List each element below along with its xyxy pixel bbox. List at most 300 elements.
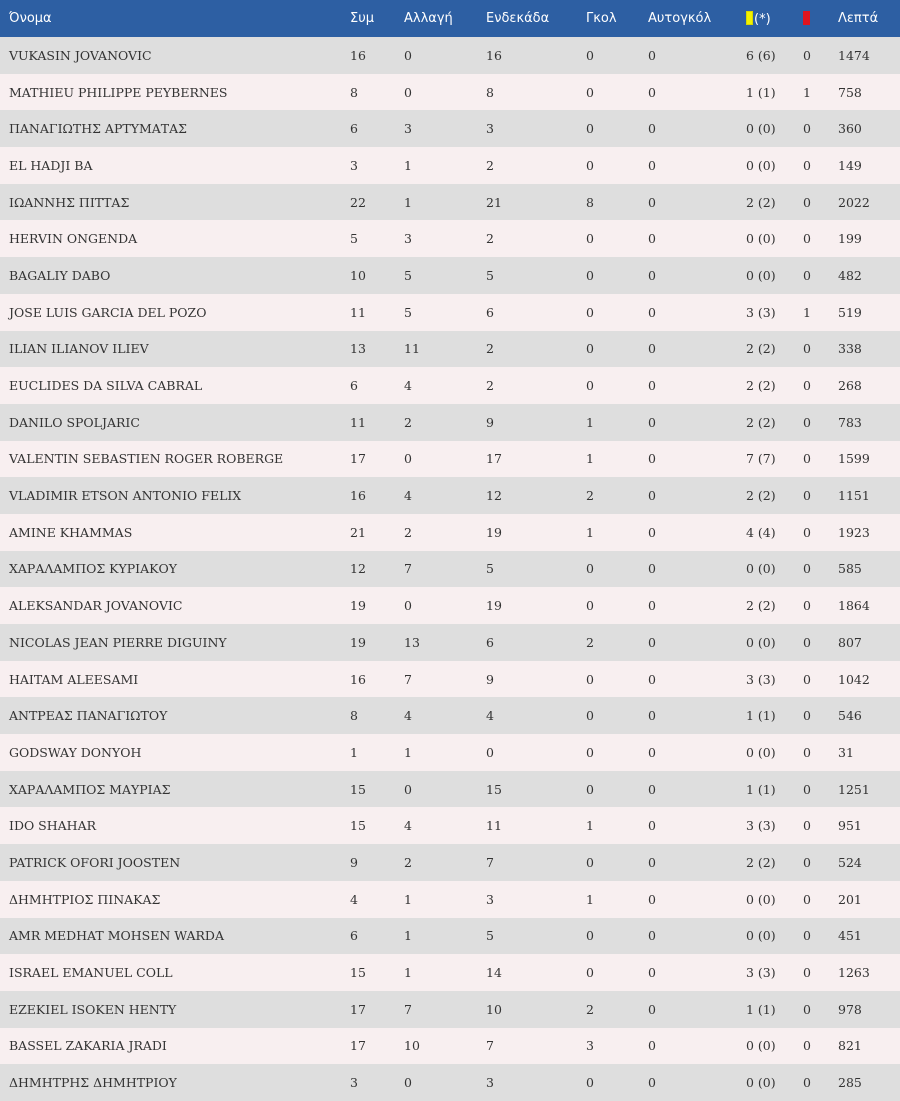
player-minutes: 451	[838, 928, 862, 944]
header-yellow-suffix: (*)	[754, 11, 771, 27]
player-goals: 0	[586, 231, 594, 247]
player-red-cards: 0	[803, 561, 811, 577]
player-starts: 3	[486, 891, 494, 907]
player-red-cards: 0	[803, 414, 811, 430]
player-name: AMR MEDHAT MOHSEN WARDA	[9, 928, 224, 944]
player-appearances: 16	[350, 488, 366, 504]
player-yellow-cards: 2 (2)	[746, 378, 776, 394]
player-name: VALENTIN SEBASTIEN ROGER ROBERGE	[9, 451, 284, 467]
table-row[interactable]	[0, 587, 900, 624]
player-yellow-cards: 2 (2)	[746, 194, 776, 210]
player-own-goals: 0	[648, 744, 656, 760]
player-yellow-cards: 2 (2)	[746, 598, 776, 614]
table-row[interactable]	[0, 404, 900, 441]
player-yellow-cards: 0 (0)	[746, 1075, 776, 1091]
player-name: DANILO SPOLJARIC	[9, 414, 140, 430]
player-subs: 4	[404, 708, 412, 724]
player-starts: 9	[486, 414, 494, 430]
table-row[interactable]	[0, 734, 900, 771]
player-name: ALEKSANDAR JOVANOVIC	[9, 598, 183, 614]
player-minutes: 1251	[838, 781, 870, 797]
player-minutes: 268	[838, 378, 862, 394]
table-row[interactable]	[0, 661, 900, 698]
player-starts: 10	[486, 1001, 502, 1017]
player-red-cards: 0	[803, 451, 811, 467]
player-starts: 4	[486, 708, 494, 724]
player-name: ΑΝΤΡΕΑΣ ΠΑΝΑΓΙΩΤΟΥ	[9, 708, 168, 724]
player-goals: 8	[586, 194, 594, 210]
player-starts: 14	[486, 965, 502, 981]
player-name: ΠΑΝΑΓΙΩΤΗΣ ΑΡΤΥΜΑΤΑΣ	[9, 121, 187, 137]
player-own-goals: 0	[648, 414, 656, 430]
player-name: BASSEL ZAKARIA JRADI	[9, 1038, 167, 1054]
player-starts: 19	[486, 524, 502, 540]
player-name: EL HADJI BA	[9, 157, 93, 173]
player-subs: 7	[404, 671, 412, 687]
player-goals: 2	[586, 634, 594, 650]
table-row[interactable]	[0, 954, 900, 991]
player-yellow-cards: 3 (3)	[746, 818, 776, 834]
player-name: NICOLAS JEAN PIERRE DIGUINY	[9, 634, 227, 650]
player-goals: 0	[586, 378, 594, 394]
player-minutes: 1151	[838, 488, 870, 504]
player-yellow-cards: 1 (1)	[746, 708, 776, 724]
player-appearances: 21	[350, 524, 366, 540]
player-goals: 0	[586, 121, 594, 137]
table-row[interactable]	[0, 367, 900, 404]
player-subs: 5	[404, 304, 412, 320]
player-subs: 0	[404, 1075, 412, 1091]
player-minutes: 149	[838, 157, 862, 173]
player-yellow-cards: 0 (0)	[746, 157, 776, 173]
player-own-goals: 0	[648, 451, 656, 467]
player-minutes: 758	[838, 84, 862, 100]
player-own-goals: 0	[648, 267, 656, 283]
header-goals[interactable]: Γκολ	[586, 11, 617, 26]
table-row[interactable]	[0, 844, 900, 881]
player-own-goals: 0	[648, 304, 656, 320]
table-row[interactable]	[0, 1028, 900, 1065]
player-own-goals: 0	[648, 598, 656, 614]
player-subs: 3	[404, 231, 412, 247]
player-goals: 1	[586, 891, 594, 907]
player-name: IDO SHAHAR	[9, 818, 97, 834]
player-goals: 0	[586, 781, 594, 797]
player-starts: 11	[486, 818, 502, 834]
player-red-cards: 0	[803, 671, 811, 687]
player-subs: 0	[404, 47, 412, 63]
table-row[interactable]	[0, 624, 900, 661]
player-appearances: 10	[350, 267, 366, 283]
player-name: EUCLIDES DA SILVA CABRAL	[9, 378, 203, 394]
player-name: HAITAM ALEESAMI	[9, 671, 139, 687]
player-goals: 0	[586, 671, 594, 687]
player-own-goals: 0	[648, 928, 656, 944]
player-goals: 0	[586, 928, 594, 944]
player-subs: 1	[404, 965, 412, 981]
table-row[interactable]	[0, 74, 900, 111]
player-subs: 4	[404, 818, 412, 834]
header-yellow-cards[interactable]	[746, 0, 803, 37]
header-appearances[interactable]: Συμ	[350, 11, 375, 26]
player-subs: 13	[404, 634, 420, 650]
player-minutes: 951	[838, 818, 862, 834]
player-appearances: 11	[350, 304, 366, 320]
player-goals: 0	[586, 157, 594, 173]
player-appearances: 13	[350, 341, 366, 357]
player-own-goals: 0	[648, 781, 656, 797]
player-own-goals: 0	[648, 157, 656, 173]
table-row[interactable]	[0, 184, 900, 221]
table-row[interactable]	[0, 257, 900, 294]
player-subs: 3	[404, 121, 412, 137]
player-appearances: 11	[350, 414, 366, 430]
player-goals: 0	[586, 854, 594, 870]
player-yellow-cards: 2 (2)	[746, 488, 776, 504]
player-appearances: 5	[350, 231, 358, 247]
player-appearances: 16	[350, 671, 366, 687]
table-row[interactable]	[0, 1064, 900, 1101]
player-minutes: 1923	[838, 524, 870, 540]
player-subs: 0	[404, 598, 412, 614]
player-minutes: 199	[838, 231, 862, 247]
player-yellow-cards: 1 (1)	[746, 84, 776, 100]
player-subs: 0	[404, 84, 412, 100]
player-name: ΙΩΑΝΝΗΣ ΠΙΤΤΑΣ	[9, 194, 130, 210]
player-goals: 1	[586, 414, 594, 430]
player-red-cards: 0	[803, 267, 811, 283]
player-subs: 2	[404, 414, 412, 430]
player-appearances: 15	[350, 781, 366, 797]
player-own-goals: 0	[648, 854, 656, 870]
player-minutes: 285	[838, 1075, 862, 1091]
player-red-cards: 0	[803, 231, 811, 247]
player-red-cards: 0	[803, 1075, 811, 1091]
player-yellow-cards: 3 (3)	[746, 671, 776, 687]
player-minutes: 524	[838, 854, 862, 870]
player-subs: 7	[404, 1001, 412, 1017]
player-appearances: 16	[350, 47, 366, 63]
player-starts: 3	[486, 121, 494, 137]
player-minutes: 201	[838, 891, 862, 907]
player-own-goals: 0	[648, 1038, 656, 1054]
player-goals: 3	[586, 1038, 594, 1054]
player-goals: 2	[586, 1001, 594, 1017]
player-starts: 0	[486, 744, 494, 760]
player-subs: 1	[404, 891, 412, 907]
player-minutes: 2022	[838, 194, 870, 210]
player-name: VUKASIN JOVANOVIC	[9, 47, 152, 63]
player-starts: 5	[486, 561, 494, 577]
player-red-cards: 0	[803, 928, 811, 944]
player-yellow-cards: 3 (3)	[746, 965, 776, 981]
player-name: HERVIN ONGENDA	[9, 231, 138, 247]
player-appearances: 3	[350, 157, 358, 173]
player-goals: 0	[586, 84, 594, 100]
player-goals: 0	[586, 598, 594, 614]
header-own-goals[interactable]: Αυτογκόλ	[648, 11, 712, 26]
player-subs: 1	[404, 928, 412, 944]
player-red-cards: 0	[803, 854, 811, 870]
player-own-goals: 0	[648, 341, 656, 357]
player-starts: 5	[486, 928, 494, 944]
table-row[interactable]	[0, 991, 900, 1028]
player-own-goals: 0	[648, 524, 656, 540]
table-row[interactable]	[0, 881, 900, 918]
player-appearances: 6	[350, 928, 358, 944]
player-red-cards: 0	[803, 157, 811, 173]
player-appearances: 1	[350, 744, 358, 760]
player-red-cards: 0	[803, 524, 811, 540]
player-subs: 11	[404, 341, 420, 357]
player-own-goals: 0	[648, 708, 656, 724]
player-yellow-cards: 0 (0)	[746, 928, 776, 944]
player-red-cards: 0	[803, 744, 811, 760]
player-goals: 0	[586, 341, 594, 357]
player-yellow-cards: 0 (0)	[746, 561, 776, 577]
player-appearances: 8	[350, 708, 358, 724]
player-yellow-cards: 1 (1)	[746, 781, 776, 797]
player-red-cards: 0	[803, 121, 811, 137]
player-subs: 1	[404, 744, 412, 760]
player-appearances: 19	[350, 598, 366, 614]
player-appearances: 6	[350, 121, 358, 137]
player-minutes: 585	[838, 561, 862, 577]
player-starts: 16	[486, 47, 502, 63]
table-row[interactable]	[0, 147, 900, 184]
player-starts: 9	[486, 671, 494, 687]
table-row[interactable]	[0, 551, 900, 588]
player-subs: 2	[404, 854, 412, 870]
player-subs: 0	[404, 781, 412, 797]
player-minutes: 821	[838, 1038, 862, 1054]
table-row[interactable]	[0, 771, 900, 808]
player-subs: 4	[404, 378, 412, 394]
player-red-cards: 0	[803, 341, 811, 357]
player-subs: 0	[404, 451, 412, 467]
player-red-cards: 1	[803, 304, 811, 320]
player-own-goals: 0	[648, 671, 656, 687]
player-minutes: 1474	[838, 47, 870, 63]
player-name: ΧΑΡΑΛΑΜΠΟΣ ΚΥΡΙΑΚΟΥ	[9, 561, 177, 577]
table-row[interactable]	[0, 697, 900, 734]
player-red-cards: 0	[803, 598, 811, 614]
player-minutes: 546	[838, 708, 862, 724]
player-yellow-cards: 2 (2)	[746, 341, 776, 357]
player-goals: 0	[586, 561, 594, 577]
player-name: MATHIEU PHILIPPE PEYBERNES	[9, 84, 228, 100]
player-subs: 10	[404, 1038, 420, 1054]
table-row[interactable]	[0, 477, 900, 514]
player-minutes: 1263	[838, 965, 870, 981]
player-own-goals: 0	[648, 1001, 656, 1017]
player-red-cards: 0	[803, 818, 811, 834]
table-row[interactable]	[0, 220, 900, 257]
table-row[interactable]	[0, 294, 900, 331]
player-own-goals: 0	[648, 378, 656, 394]
player-appearances: 15	[350, 965, 366, 981]
player-yellow-cards: 0 (0)	[746, 121, 776, 137]
player-own-goals: 0	[648, 1075, 656, 1091]
player-starts: 7	[486, 854, 494, 870]
player-yellow-cards: 0 (0)	[746, 1038, 776, 1054]
player-yellow-cards: 4 (4)	[746, 524, 776, 540]
player-appearances: 15	[350, 818, 366, 834]
player-goals: 0	[586, 304, 594, 320]
player-yellow-cards: 0 (0)	[746, 231, 776, 247]
table-row[interactable]	[0, 110, 900, 147]
header-name[interactable]: Όνομα	[9, 11, 52, 26]
player-yellow-cards: 0 (0)	[746, 891, 776, 907]
player-starts: 17	[486, 451, 502, 467]
player-starts: 12	[486, 488, 502, 504]
player-yellow-cards: 0 (0)	[746, 634, 776, 650]
player-yellow-cards: 0 (0)	[746, 267, 776, 283]
player-goals: 0	[586, 47, 594, 63]
player-red-cards: 0	[803, 708, 811, 724]
player-subs: 4	[404, 488, 412, 504]
player-minutes: 482	[838, 267, 862, 283]
player-own-goals: 0	[648, 891, 656, 907]
player-subs: 7	[404, 561, 412, 577]
player-starts: 6	[486, 634, 494, 650]
player-own-goals: 0	[648, 488, 656, 504]
player-starts: 8	[486, 84, 494, 100]
player-appearances: 22	[350, 194, 366, 210]
player-yellow-cards: 6 (6)	[746, 47, 776, 63]
player-starts: 2	[486, 378, 494, 394]
player-minutes: 519	[838, 304, 862, 320]
player-minutes: 31	[838, 744, 854, 760]
player-starts: 7	[486, 1038, 494, 1054]
player-own-goals: 0	[648, 231, 656, 247]
player-subs: 1	[404, 194, 412, 210]
player-minutes: 338	[838, 341, 862, 357]
player-starts: 6	[486, 304, 494, 320]
player-yellow-cards: 2 (2)	[746, 854, 776, 870]
player-starts: 3	[486, 1075, 494, 1091]
player-appearances: 17	[350, 1038, 366, 1054]
table-row[interactable]	[0, 331, 900, 368]
player-goals: 0	[586, 708, 594, 724]
player-red-cards: 0	[803, 488, 811, 504]
player-appearances: 3	[350, 1075, 358, 1091]
player-appearances: 17	[350, 1001, 366, 1017]
player-appearances: 12	[350, 561, 366, 577]
player-appearances: 6	[350, 378, 358, 394]
player-name: ΔΗΜΗΤΡΗΣ ΔΗΜΗΤΡΙΟΥ	[9, 1075, 177, 1091]
player-starts: 2	[486, 157, 494, 173]
player-minutes: 1864	[838, 598, 870, 614]
player-red-cards: 0	[803, 781, 811, 797]
player-starts: 21	[486, 194, 502, 210]
table-row[interactable]	[0, 514, 900, 551]
player-subs: 1	[404, 157, 412, 173]
player-subs: 5	[404, 267, 412, 283]
player-own-goals: 0	[648, 121, 656, 137]
player-name: JOSE LUIS GARCIA DEL POZO	[9, 304, 207, 320]
player-red-cards: 0	[803, 891, 811, 907]
player-goals: 1	[586, 451, 594, 467]
table-row[interactable]	[0, 918, 900, 955]
player-name: ΔΗΜΗΤΡΙΟΣ ΠΙΝΑΚΑΣ	[9, 891, 161, 907]
player-own-goals: 0	[648, 561, 656, 577]
player-goals: 2	[586, 488, 594, 504]
player-red-cards: 0	[803, 1001, 811, 1017]
player-red-cards: 0	[803, 47, 811, 63]
player-goals: 1	[586, 818, 594, 834]
player-yellow-cards: 0 (0)	[746, 744, 776, 760]
player-minutes: 360	[838, 121, 862, 137]
player-name: ILIAN ILIANOV ILIEV	[9, 341, 149, 357]
player-red-cards: 0	[803, 194, 811, 210]
player-name: BAGALIY DABO	[9, 267, 111, 283]
player-red-cards: 1	[803, 84, 811, 100]
player-own-goals: 0	[648, 818, 656, 834]
player-name: PATRICK OFORI JOOSTEN	[9, 854, 181, 870]
table-row[interactable]	[0, 441, 900, 478]
player-appearances: 19	[350, 634, 366, 650]
player-own-goals: 0	[648, 47, 656, 63]
player-goals: 0	[586, 744, 594, 760]
player-starts: 2	[486, 341, 494, 357]
player-minutes: 978	[838, 1001, 862, 1017]
player-name: ISRAEL EMANUEL COLL	[9, 965, 173, 981]
player-starts: 19	[486, 598, 502, 614]
player-goals: 0	[586, 267, 594, 283]
player-yellow-cards: 1 (1)	[746, 1001, 776, 1017]
player-subs: 2	[404, 524, 412, 540]
player-minutes: 1599	[838, 451, 870, 467]
player-starts: 15	[486, 781, 502, 797]
player-own-goals: 0	[648, 634, 656, 650]
player-goals: 0	[586, 1075, 594, 1091]
player-minutes: 783	[838, 414, 862, 430]
player-starts: 5	[486, 267, 494, 283]
player-goals: 0	[586, 965, 594, 981]
player-yellow-cards: 3 (3)	[746, 304, 776, 320]
header-red-cards[interactable]	[803, 0, 838, 37]
player-name: VLADIMIR ETSON ANTONIO FELIX	[9, 488, 242, 504]
player-minutes: 807	[838, 634, 862, 650]
player-name: AMINE KHAMMAS	[9, 524, 133, 540]
player-red-cards: 0	[803, 378, 811, 394]
player-appearances: 9	[350, 854, 358, 870]
player-name: ΧΑΡΑΛΑΜΠΟΣ ΜΑΥΡΙΑΣ	[9, 781, 171, 797]
player-appearances: 17	[350, 451, 366, 467]
header-row	[0, 0, 900, 37]
player-name: EZEKIEL ISOKEN HENTY	[9, 1001, 177, 1017]
player-yellow-cards: 7 (7)	[746, 451, 776, 467]
player-red-cards: 0	[803, 965, 811, 981]
player-starts: 2	[486, 231, 494, 247]
header-minutes[interactable]: Λεπτά	[838, 11, 879, 26]
player-own-goals: 0	[648, 194, 656, 210]
player-goals: 1	[586, 524, 594, 540]
table-row[interactable]	[0, 37, 900, 74]
yellow-card-icon	[746, 11, 753, 25]
player-red-cards: 0	[803, 1038, 811, 1054]
player-own-goals: 0	[648, 965, 656, 981]
player-minutes: 1042	[838, 671, 870, 687]
table-row[interactable]	[0, 807, 900, 844]
player-yellow-cards: 2 (2)	[746, 414, 776, 430]
header-subs[interactable]: Αλλαγή	[404, 11, 453, 26]
player-appearances: 4	[350, 891, 358, 907]
header-starts[interactable]: Ενδεκάδα	[486, 11, 550, 26]
player-own-goals: 0	[648, 84, 656, 100]
player-red-cards: 0	[803, 634, 811, 650]
